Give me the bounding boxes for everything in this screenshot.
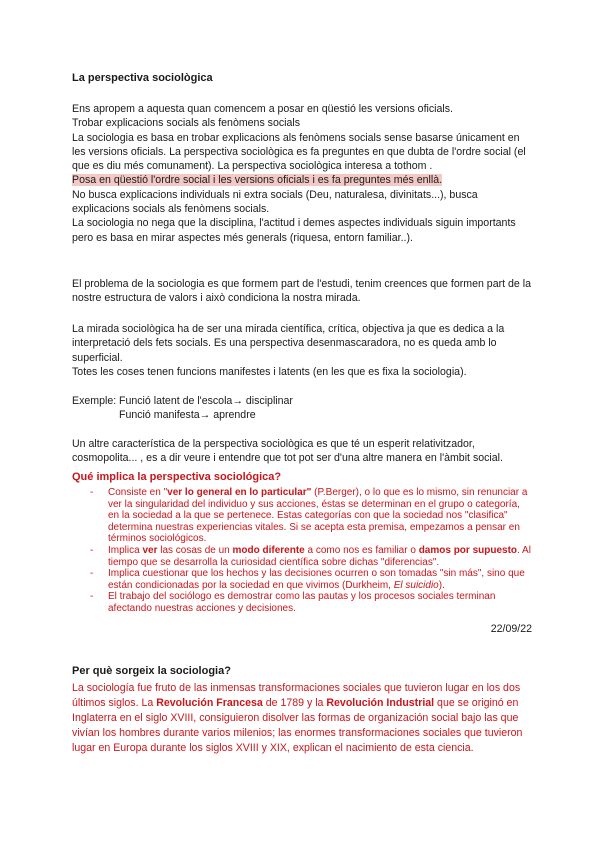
paragraph-problem: El problema de la sociologia es que formem part de l'estudi, tenim creences que formen part de la nostre estructura de valors i això condiciona la nostra mirada. [72,278,531,305]
paragraph-mirada: La mirada sociològica ha de ser una mirada científica, crítica, objectiva ja que es dedica a la interpretació dels fets socials. Es una perspectiva desenmascaradora, no es queda amb lo superficial. [72,323,505,364]
bullet-list [72,487,532,615]
paragraph-origins: La sociología fue fruto de las inmensas transformaciones sociales que tuvieron lugar en los dos últimos siglos. La Revolución Francesa de 1789 y la Revolución Industrial que se originó en Inglaterra en el siglo XVIII, consiguieron disolver las formas de organización social bajo las que vivían los hombres durante varios milenios; las enormes transformaciones sociales que tuvieron lugar en Europa durante los siglos XVIII y XIX, explican el nacimiento de esta ciencia. [72,682,523,754]
section-title-perspectiva: La perspectiva sociològica [72,72,213,84]
intro-paragraphs [72,102,532,245]
intro-line: La sociologia es basa en trobar explicacions als fenòmens socials sense basarse únicament en les versions oficials. La perspectiva sociològica es fa preguntes en que dubta de l'ordre social (el que es diu més comunament). La perspectiva sociològica interesa a tothom . [72,131,526,173]
list-item: - Implica ver las cosas de un modo diferente a como nos es familiar o damos por supuesto. Al tiempo que se desarrolla la curiosidad científica sobre dichas "diferencias". [90,544,531,568]
section-title-sorgeix: Per què sorgeix la sociologia? [72,665,231,677]
paragraph-relativitzador: Un altre característica de la perspectiva sociològica es que té un esperit relativitzador, cosmopolita... , es a dir veure i entendre que tot pot ser d'una altre manera en l'àmbit social. [72,438,503,465]
after-line: La sociologia no nega que la disciplina, l'actitud i demes aspectes individuals siguin importants pero es basa en mirar aspectes més generals (riquesa, entorn familiar..). [72,217,516,244]
intro-line: Trobar explicacions socials als fenòmens socials [72,117,301,130]
list-item: - Consiste en "ver lo general en lo particular" (P.Berger), o lo que es lo mismo, sin renunciar a ver la singularidad del individuo y sus acciones, éstas se determinan en el grupo o categoría, en la sociedad a la que se pertenece. Estas categorías con que la sociedad nos "clasifica" determina nuestras experiencias vitales. Si se acepta esta premisa, empezamos a pensar en términos sociológicos. [90,487,528,545]
example-label: Exemple: [72,395,117,407]
question-heading: Qué implica la perspectiva sociológica? [72,471,282,483]
date-stamp: 22/09/22 [490,623,532,635]
example-latent: Funció latent de l'escola→ disciplinar [119,395,293,407]
after-line: No busca explicacions individuals ni extra socials (Deu, naturalesa, divinitats...), busca explicacions socials als fenòmens socials. [72,188,478,216]
intro-line: Ens apropem a aquesta quan comencem a posar en qüestió les versions oficials. [72,103,454,115]
highlighted-sentence: Posa en qüestió l'ordre social i les versions oficials i es fa preguntes més enllà. [72,174,443,187]
paragraph-funcions: Totes les coses tenen funcions manifestes i latents (en les que es fixa la sociologia). [72,366,467,378]
list-item: - Implica cuestionar que los hechos y las decisiones ocurren o son tomadas "sin más", sino que están condicionadas por la sociedad en que vivimos (Durkheim, El suicidio). [90,568,525,591]
example-manifest: Funció manifesta→ aprendre [119,409,256,421]
list-item: - El trabajo del sociólogo es demostrar como las pautas y los procesos sociales terminan afectando nuestras acciones y decisiones. [90,591,496,614]
